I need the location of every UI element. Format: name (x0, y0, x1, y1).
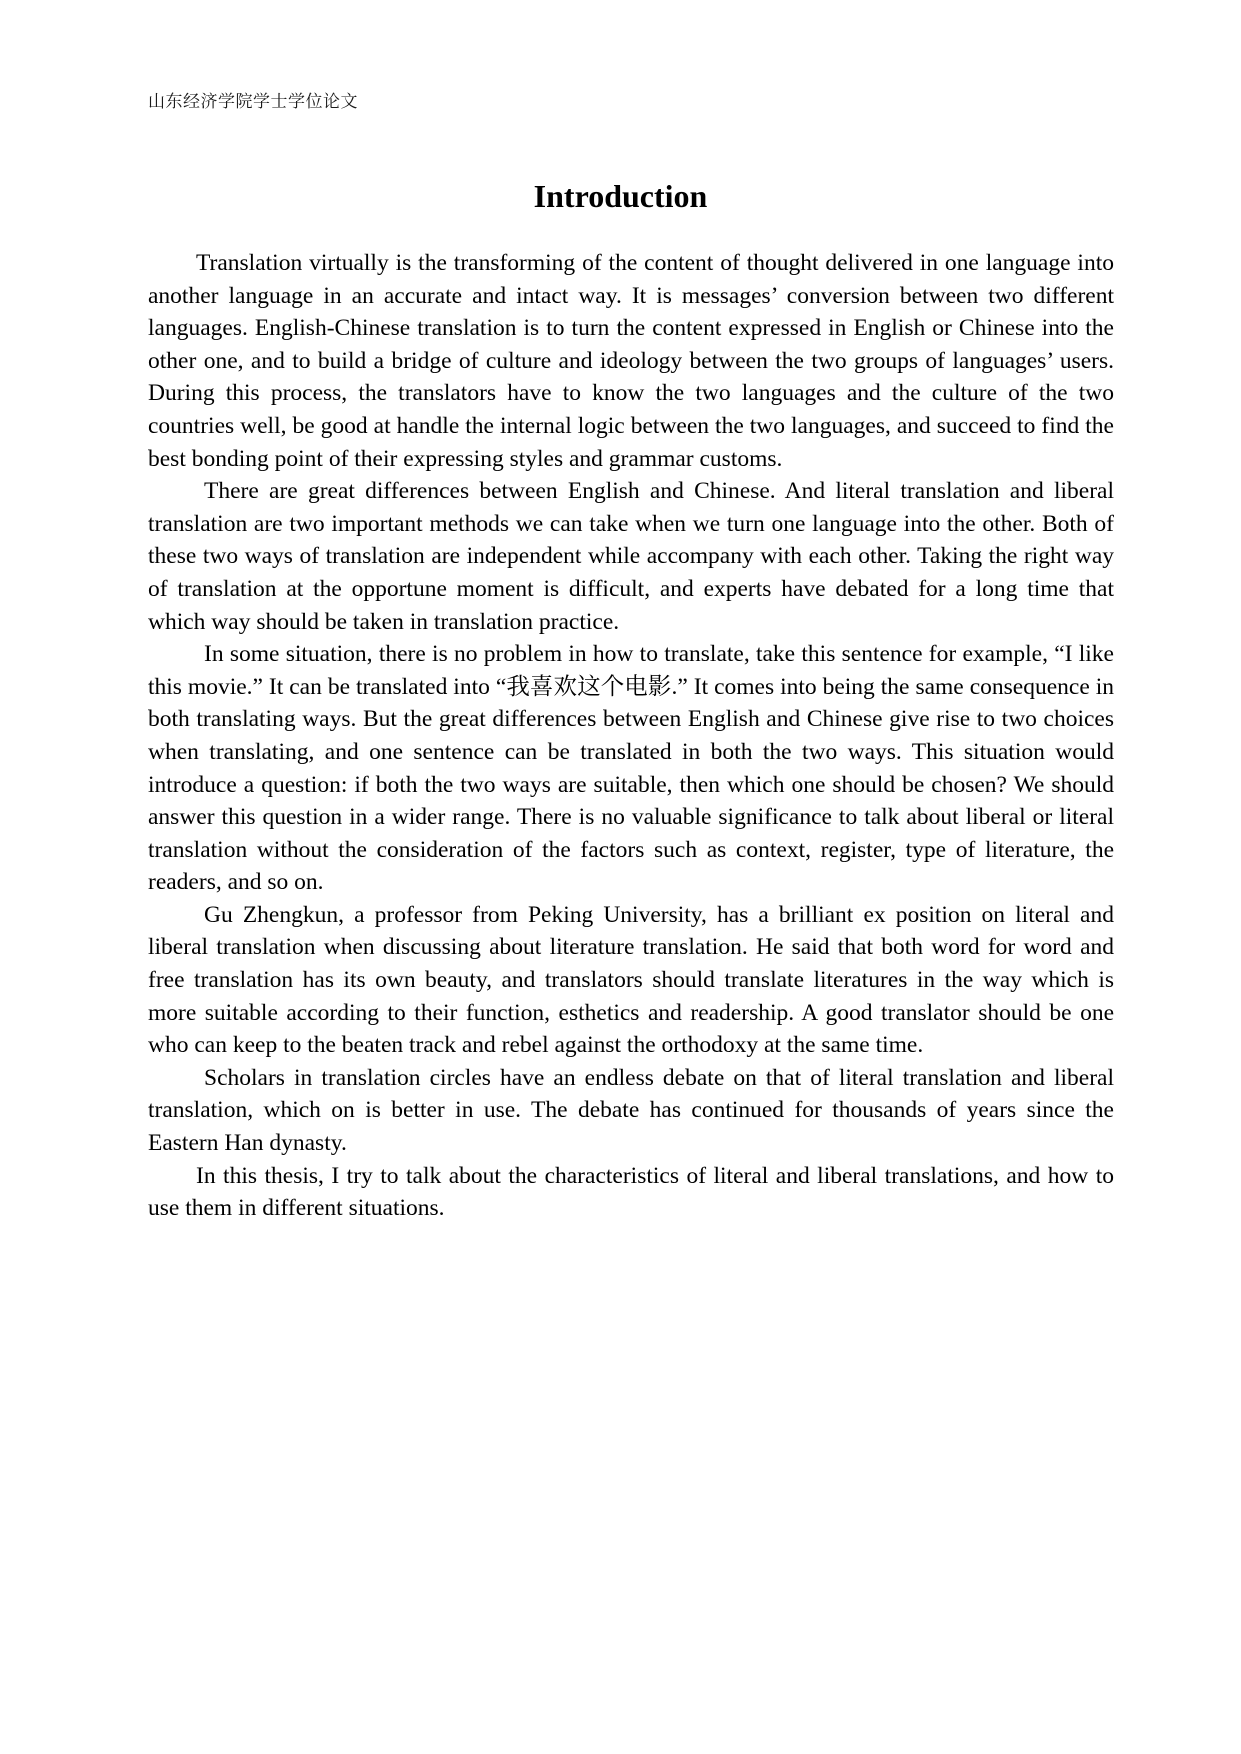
body-text (148, 247, 1114, 1225)
paragraph: In this thesis, I try to talk about the characteristics of literal and liberal translations, and how to use them in different situations. (148, 1162, 1114, 1222)
paragraph: Gu Zhengkun, a professor from Peking University, has a brilliant ex position on literal and liberal translation when discussing about literature translation. He said that both word for word and free translation has its own beauty, and translators should translate literatures in the way which is more suitable according to their function, esthetics and readership. A good translator should be one who can keep to the beaten track and rebel against the orthodoxy at the same time. (148, 901, 1114, 1059)
paragraph: Scholars in translation circles have an endless debate on that of literal translation and liberal translation, which on is better in use. The debate has continued for thousands of years since the Eastern Han dynasty. (148, 1064, 1114, 1157)
running-header: 山东经济学院学士学位论文 (148, 92, 358, 111)
paragraph: Translation virtually is the transforming of the content of thought delivered in one language into another language in an accurate and intact way. It is messages’ conversion between two different languages. English-Chinese translation is to turn the content expressed in English or Chinese into the other one, and to build a bridge of culture and ideology between the two groups of languages’ users. During this process, the translators have to know the two languages and the culture of the two countries well, be good at handle the internal logic between the two languages, and succeed to find the best bonding point of their expressing styles and grammar customs. (148, 250, 1114, 472)
page-title: Introduction (533, 178, 708, 214)
paragraph: In some situation, there is no problem in how to translate, take this sentence for example, “I like this movie.” It can be translated into “我喜欢这个电影.” It comes into being the same consequence in both translating ways. But the great differences between English and Chinese give rise to two choices when translating, and one sentence can be translated in both the two ways. This situation would introduce a question: if both the two ways are suitable, then which one should be chosen? We should answer this question in a wider range. There is no valuable significance to talk about liberal or literal translation without the consideration of the factors such as context, register, type of literature, the readers, and so on. (148, 641, 1114, 896)
paragraph: There are great differences between English and Chinese. And literal translation and liberal translation are two important methods we can take when we turn one language into the other. Both of these two ways of translation are independent while accompany with each other. Taking the right way of translation at the opportune moment is difficult, and experts have debated for a long time that which way should be taken in translation practice. (148, 478, 1114, 635)
